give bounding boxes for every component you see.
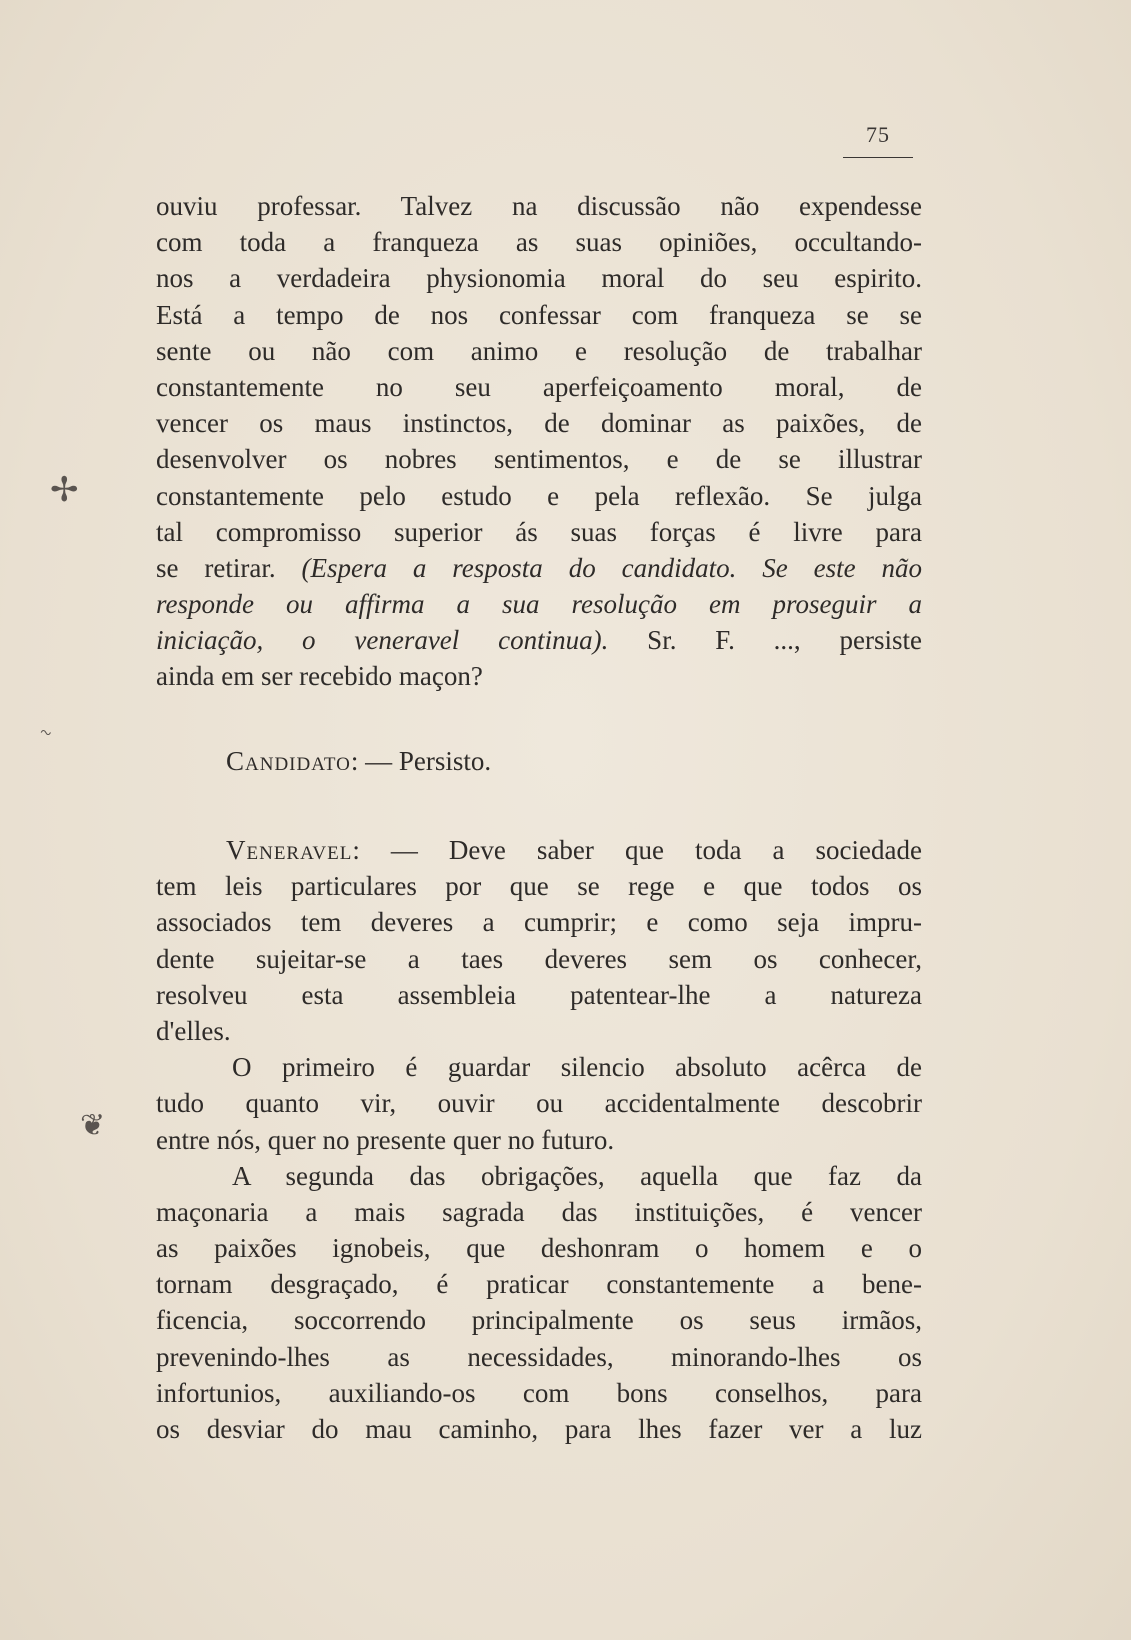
- text-line: vencer os maus instinctos, de dominar as paixões, de: [156, 408, 922, 439]
- margin-mark: ❦: [80, 1109, 106, 1142]
- reply-text: Persisto.: [398, 746, 492, 776]
- text-line: tornam desgraçado, é praticar constantemente a bene-: [156, 1269, 922, 1300]
- text-line: tudo quanto vir, ouvir ou accidentalmente descobrir: [156, 1088, 922, 1119]
- text-line: constantemente no seu aperfeiçoamento moral, de: [156, 371, 922, 402]
- text-line: sente ou não com animo e resolução de trabalhar: [156, 335, 922, 366]
- text-line: as paixões ignobeis, que deshonram o homem e o: [156, 1233, 922, 1264]
- margin-mark: ✢: [50, 472, 79, 509]
- text-line: desenvolver os nobres sentimentos, e de se illustrar: [156, 444, 922, 475]
- text-run: Sr. F. ..., persiste: [647, 625, 922, 656]
- text-line: os desviar do mau caminho, para lhes fazer ver a luz: [156, 1414, 922, 1444]
- text-line: com toda a franqueza as suas opiniões, occultando-: [156, 227, 922, 258]
- text-line: O primeiro é guardar silencio absoluto acêrca de: [232, 1052, 922, 1083]
- text-line: ouviu professar. Talvez na discussão não expendesse: [156, 191, 922, 221]
- text-line: Está a tempo de nos confessar com franqueza se se: [156, 299, 922, 330]
- text-line: dente sujeitar-se a taes deveres sem os conhecer,: [156, 943, 922, 974]
- dialogue-line: [156, 832, 922, 868]
- text-line: infortunios, auxiliando-os com bons conselhos, para: [156, 1377, 922, 1408]
- speaker-separator: : —: [350, 746, 393, 776]
- speaker-name: Candidato: [226, 746, 351, 776]
- text-line: d'elles.: [156, 1015, 231, 1046]
- text-line: tal compromisso superior ás suas forças é livre para: [156, 516, 922, 547]
- stage-direction: iniciação, o veneravel continua).: [156, 625, 609, 656]
- text-line: entre nós, quer no presente quer no futuro.: [156, 1124, 615, 1155]
- speech-text: Deve saber que toda a sociedade: [448, 835, 922, 865]
- dialogue-line: [156, 743, 922, 779]
- page-number: 75: [866, 122, 890, 147]
- text-line: ainda em ser recebido maçon?: [156, 661, 483, 692]
- text-line-mixed: [156, 550, 922, 586]
- text-line: maçonaria a mais sagrada das instituições, é vencer: [156, 1196, 922, 1227]
- speaker-name: Veneravel: [226, 835, 353, 865]
- speaker-separator: : —: [352, 835, 418, 865]
- text-line: tem leis particulares por que se rege e que todos os: [156, 871, 922, 902]
- text-line: A segunda das obrigações, aquella que faz da: [232, 1160, 922, 1191]
- margin-mark: ~: [36, 720, 55, 746]
- page-number-rule: [843, 157, 913, 158]
- veneravel-speech: [156, 832, 922, 1447]
- paragraph-opening: [156, 188, 922, 695]
- stage-direction-line: responde ou affirma a sua resolução em proseguir a: [156, 589, 922, 620]
- text-line: prevenindo-lhes as necessidades, minorando-lhes os: [156, 1341, 922, 1372]
- text-line: associados tem deveres a cumprir; e como seja impru-: [156, 907, 922, 938]
- text-line: nos a verdadeira physionomia moral do seu espirito.: [156, 263, 922, 294]
- text-line: constantemente pelo estudo e pela reflexão. Se julga: [156, 480, 922, 511]
- text-run: se retirar.: [156, 552, 276, 583]
- text-line: resolveu esta assembleia patentear-lhe a natureza: [156, 979, 922, 1010]
- text-line-mixed: [156, 622, 922, 658]
- text-line: ficencia, soccorrendo principalmente os seus irmãos,: [156, 1305, 922, 1336]
- candidato-reply: [156, 743, 922, 779]
- stage-direction: (Espera a resposta do candidato. Se este não: [301, 552, 923, 583]
